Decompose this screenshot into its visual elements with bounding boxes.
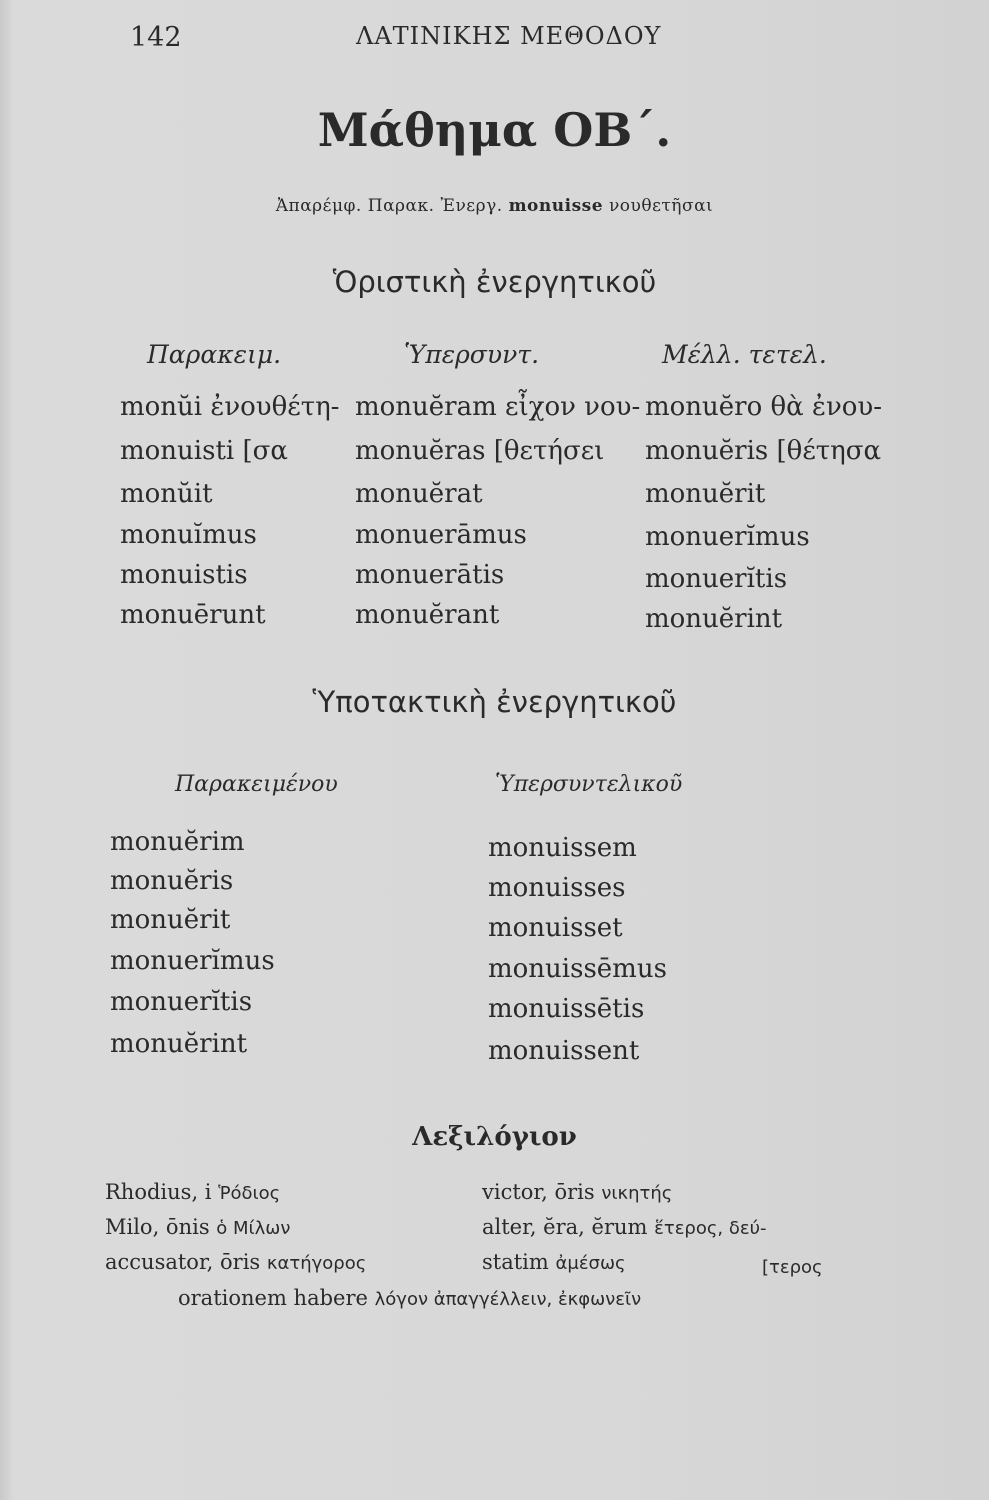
- vocab-greek: ἕτερος, δεύ-: [654, 1218, 767, 1239]
- vocab-entry: [105, 1215, 290, 1239]
- vocab-greek: κατήγορος: [266, 1253, 367, 1274]
- indicative-col3-row: monuĕrint: [645, 604, 783, 634]
- vocabulary-heading: Λεξιλόγιον: [412, 1122, 577, 1152]
- subjunctive-col1-row: monuĕrit: [110, 905, 231, 935]
- vocab-greek: νικητής: [601, 1183, 673, 1204]
- subjunctive-col2-row: monuissent: [488, 1036, 640, 1066]
- indicative-col2-row: monuerāmus: [355, 520, 527, 550]
- indicative-col1-header: Παρακειμ.: [147, 340, 282, 369]
- vocab-entry: [105, 1250, 366, 1274]
- subjunctive-col2-header: Ὑπερσυντελικοῦ: [495, 772, 683, 797]
- subjunctive-col1-row: monuerĭmus: [110, 946, 275, 976]
- indicative-col2-row: monuĕras [θετήσει: [355, 436, 605, 466]
- indicative-col2-row: monuĕrant: [355, 600, 500, 630]
- subjunctive-heading: Ὑποτακτικὴ ἐνεργητικοῦ: [312, 685, 677, 719]
- indicative-col1-row: monuisti [σα: [120, 436, 288, 466]
- infinitive-greek: νουθετῆσαι: [608, 196, 714, 216]
- vocab-latin: Milo, ōnis: [105, 1215, 210, 1239]
- subjunctive-col2-row: monuisses: [488, 873, 626, 903]
- indicative-col2-row: monuerātis: [355, 560, 505, 590]
- indicative-col3-row: monuĕro θὰ ἐνου-: [645, 392, 883, 422]
- vocab-latin: alter, ĕra, ĕrum: [482, 1215, 648, 1239]
- subjunctive-col2-row: monuisset: [488, 913, 623, 943]
- indicative-col3-row: monuerĭmus: [645, 522, 810, 552]
- vocab-entry: [482, 1215, 767, 1239]
- indicative-col1-row: monŭit: [120, 479, 213, 509]
- vocab-greek: ἀμέσως: [555, 1253, 626, 1274]
- indicative-col3-header: Μέλλ. τετελ.: [662, 340, 827, 369]
- indicative-heading: Ὁριστικὴ ἐνεργητικοῦ: [332, 265, 657, 299]
- indicative-col2-row: monuĕram εἶχον νου-: [355, 392, 641, 422]
- indicative-col2-header: Ὑπερσυντ.: [404, 340, 540, 369]
- vocab-entry: [178, 1286, 641, 1310]
- vocab-latin: orationem habere: [178, 1286, 368, 1310]
- indicative-col1-row: monŭi ἐνουθέτη-: [120, 392, 340, 422]
- indicative-col1-row: monuērunt: [120, 600, 266, 630]
- vocab-entry: [482, 1180, 672, 1204]
- vocab-latin: Rhodius, i: [105, 1180, 212, 1204]
- infinitive-label: Ἀπαρέμφ. Παρακ. Ἐνεργ.: [275, 196, 503, 216]
- infinitive-line: [0, 196, 989, 216]
- vocab-entry: [105, 1180, 280, 1204]
- subjunctive-col2-row: monuissētis: [488, 994, 645, 1024]
- indicative-col1-row: monuistis: [120, 560, 248, 590]
- vocab-greek: ὁ Μίλων: [216, 1218, 291, 1239]
- subjunctive-col1-row: monuĕrim: [110, 827, 245, 857]
- subjunctive-col1-row: monuĕrint: [110, 1029, 248, 1059]
- vocab-greek: λόγον ἀπαγγέλλειν, ἐκφωνεῖν: [374, 1289, 642, 1310]
- vocab-entry: [482, 1250, 626, 1274]
- vocab-latin: victor, ōris: [482, 1180, 595, 1204]
- indicative-col1-row: monuĭmus: [120, 520, 257, 550]
- infinitive-latin: monuisse: [508, 196, 604, 216]
- page-number: 142: [130, 22, 182, 53]
- subjunctive-col1-row: monuerĭtis: [110, 987, 253, 1017]
- indicative-col2-row: monuĕrat: [355, 479, 483, 509]
- running-title: ΛΑΤΙΝΙΚΗΣ ΜΕΘΟΔΟΥ: [356, 22, 662, 50]
- subjunctive-col2-row: monuissēmus: [488, 954, 667, 984]
- subjunctive-col1-row: monuĕris: [110, 866, 234, 896]
- subjunctive-col2-row: monuissem: [488, 833, 637, 863]
- indicative-col3-row: monuerĭtis: [645, 564, 788, 594]
- vocab-greek: Ῥόδιος: [218, 1183, 281, 1204]
- indicative-col3-row: monuĕrit: [645, 479, 766, 509]
- vocab-continuation: [τερος: [762, 1257, 823, 1278]
- lesson-title: Μάθημα ΟΒ΄.: [317, 103, 672, 157]
- indicative-col3-row: monuĕris [θέτησα: [645, 436, 882, 466]
- subjunctive-col1-header: Παρακειμένου: [175, 772, 338, 797]
- vocab-latin: accusator, ōris: [105, 1250, 261, 1274]
- vocab-latin: statim: [482, 1250, 549, 1274]
